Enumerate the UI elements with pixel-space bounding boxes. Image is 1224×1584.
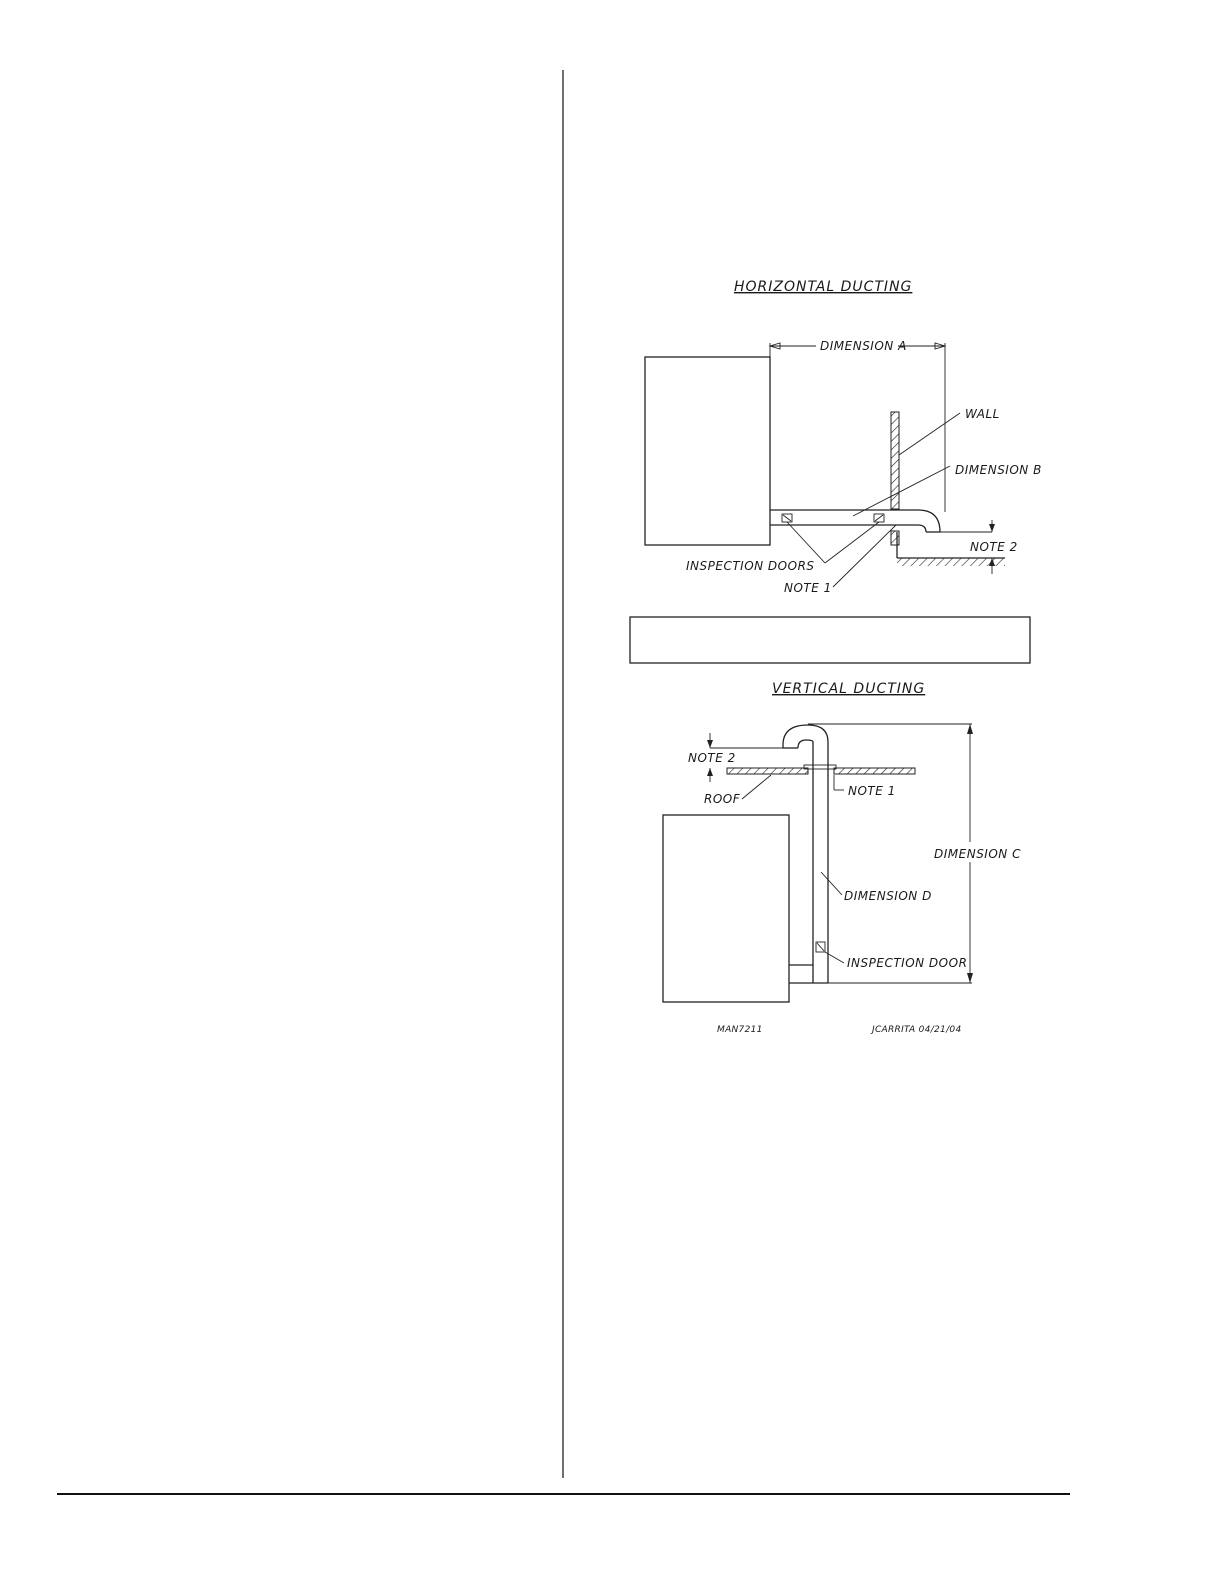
empty-frame-box: [630, 617, 1030, 663]
vertical-duct: [783, 725, 828, 983]
note-1-label-horizontal: NOTE 1: [784, 581, 832, 595]
roof-right: [834, 768, 915, 774]
roof-left: [727, 768, 808, 774]
dimension-c-label: DIMENSION C: [934, 847, 1021, 861]
dimension-b-label: DIMENSION B: [955, 463, 1042, 477]
inspection-door-label: INSPECTION DOOR: [847, 956, 968, 970]
note-1-label-vertical: NOTE 1: [848, 784, 896, 798]
drawing-number: MAN7211: [717, 1025, 763, 1035]
horizontal-ducting-title: HORIZONTAL DUCTING: [734, 279, 913, 295]
dimension-d-label: DIMENSION D: [844, 889, 932, 903]
dimension-a-marker: [770, 343, 945, 512]
inspection-doors-label: INSPECTION DOORS: [686, 559, 815, 573]
wall-label: WALL: [965, 407, 1000, 421]
note-2-label-vertical: NOTE 2: [688, 751, 736, 765]
horizontal-duct: [770, 510, 940, 532]
note-2-label-horizontal: NOTE 2: [970, 540, 1018, 554]
roof-label: ROOF: [704, 792, 741, 806]
unit-cabinet-vertical: [663, 815, 789, 1002]
unit-cabinet-horizontal: [645, 357, 770, 545]
dimension-a-label: DIMENSION A: [820, 339, 907, 353]
vertical-ducting-title: VERTICAL DUCTING: [772, 681, 926, 697]
wall-lower: [891, 531, 899, 545]
drafter-stamp: JCARRITA 04/21/04: [872, 1025, 962, 1035]
roof-flashing: [804, 765, 836, 769]
